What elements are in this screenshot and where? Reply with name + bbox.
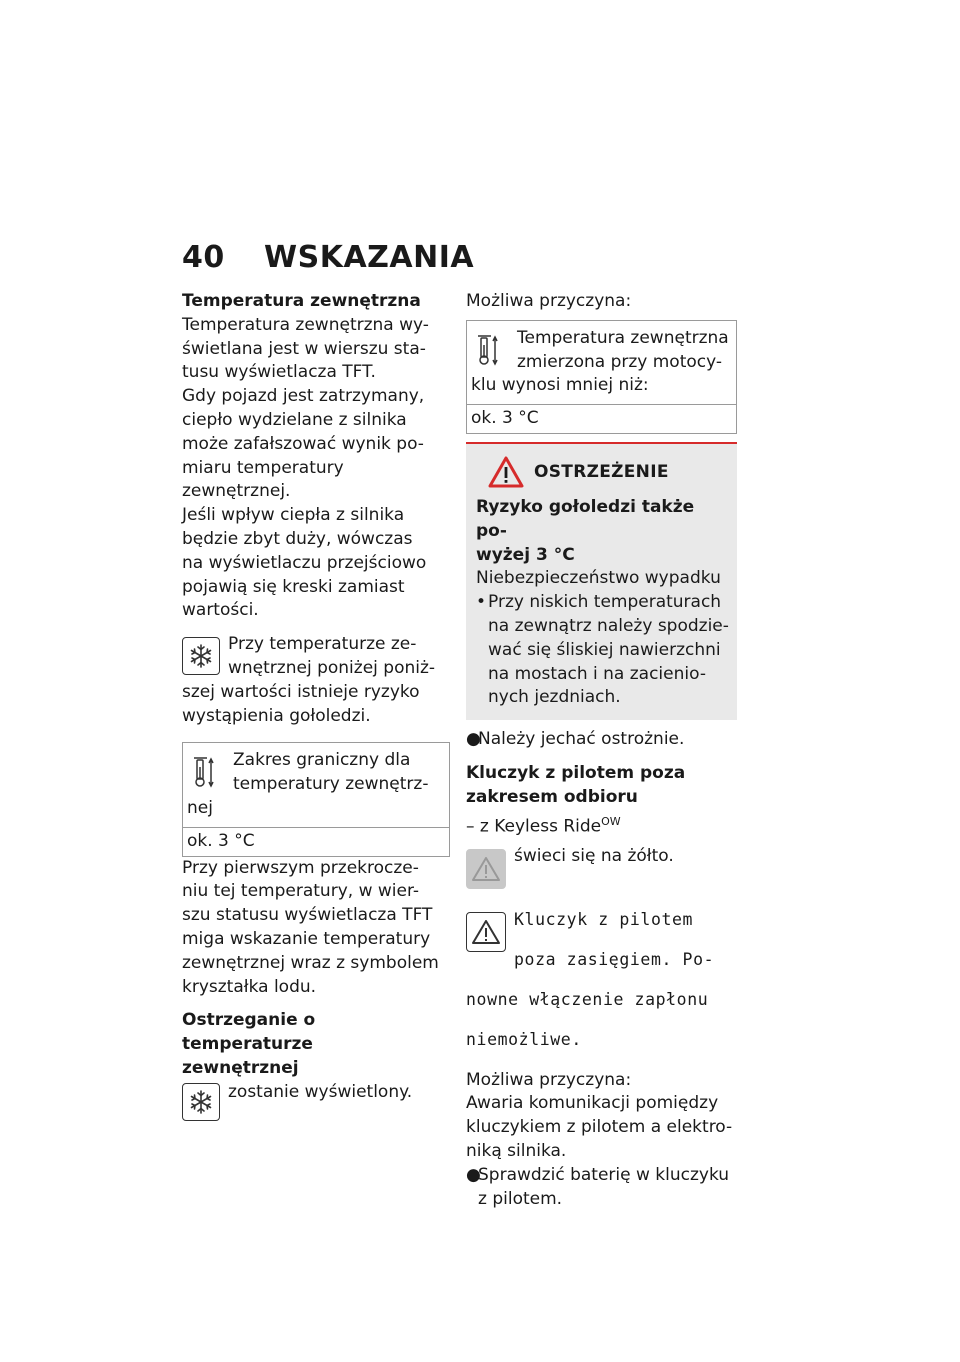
text-line: tusu wyświetlacza TFT. — [182, 362, 376, 383]
text-line: kryształka lodu. — [182, 976, 317, 997]
page-header — [182, 240, 474, 275]
section-title: WSKAZANIA — [264, 240, 475, 275]
text-line: zostanie wyświetlony. — [228, 1081, 413, 1102]
text-line: klu wynosi mniej niż: — [471, 375, 649, 396]
temp-warning-heading: Ostrzeganie o temperaturze — [182, 1010, 316, 1055]
text-line: wartości. — [182, 600, 259, 621]
text-line: wnętrznej poniżej poniż- — [228, 657, 436, 678]
text-line: miga wskazanie temperatury — [182, 928, 431, 949]
limit-table-value — [183, 827, 449, 856]
warning-title — [476, 456, 729, 488]
text-line: Przy temperaturze ze- — [228, 634, 417, 655]
warning-triangle-icon — [466, 849, 506, 889]
text-line: niką silnika. — [466, 1141, 567, 1162]
text-line: będzie zbyt duży, wówczas — [182, 528, 413, 549]
outside-temp-paragraph — [182, 314, 450, 623]
text-line: na zewnątrz należy spodzie- — [488, 615, 729, 636]
warning-triangle-icon — [488, 456, 524, 488]
outside-temp-heading: Temperatura zewnętrzna — [182, 291, 421, 311]
text-line: może zafałszować wynik po- — [182, 433, 424, 454]
key-subtitle-sup: OW — [601, 814, 621, 828]
text-line: pojawią się kreski zamiast — [182, 576, 405, 597]
measured-table — [466, 320, 737, 434]
text-line: kluczykiem z pilotem a elektro- — [466, 1117, 733, 1138]
temp-warning-heading: zewnętrznej — [182, 1057, 299, 1078]
text-line: zewnętrznej wraz z symbolem — [182, 952, 439, 973]
text-line: temperatury zewnętrz- — [233, 774, 429, 795]
after-table-paragraph — [182, 857, 450, 1000]
limit-value: ok. 3 °C — [187, 830, 255, 851]
warning-bullet: • Przy niskich temperaturach na zewnątrz należy spodzie- wać się śliskiej nawierzchni na mostach i na zacienio- nych jezdniach. — [476, 591, 729, 710]
temp-warning-note — [182, 1081, 450, 1123]
limit-table — [182, 742, 450, 856]
measured-table-value — [467, 404, 736, 433]
text-line: wać się śliskiej nawierzchni — [488, 639, 721, 660]
text-line: poza zasięgiem. Po- — [514, 949, 715, 969]
text-line: Jeśli wpływ ciepła z silnika — [182, 505, 405, 526]
text-line: niu tej temperatury, w wier- — [182, 881, 419, 902]
warning-title-text: OSTRZEŻENIE — [534, 461, 669, 482]
text-line: wystąpienia gołoledzi. — [182, 705, 371, 726]
text-line: na mostach i na zacienio- — [488, 663, 706, 684]
thermometer-icon — [187, 753, 225, 791]
possible-cause-label: Możliwa przyczyna: — [466, 291, 632, 311]
text-line: Temperatura zewnętrzna — [517, 327, 729, 348]
text-line: zmierzona przy motocy- — [517, 351, 723, 372]
left-column — [182, 290, 450, 1123]
warning-box — [466, 442, 737, 720]
battery-bullet: ● Sprawdzić baterię w kluczyku z pilotem. — [466, 1164, 737, 1212]
text-line: niemożliwe. — [466, 1030, 582, 1050]
text-line: Kluczyk z pilotem — [514, 909, 694, 929]
page-number: 40 — [182, 240, 225, 275]
snowflake-icon — [182, 1083, 220, 1121]
text-line: Przy niskich temperaturach — [488, 592, 722, 613]
text-line: świeci się na żółto. — [514, 846, 674, 866]
thermometer-icon — [471, 331, 509, 369]
key-heading: zakresem odbioru — [466, 786, 638, 807]
warning-triangle-icon — [466, 912, 506, 952]
key-subtitle: – z Keyless Ride$^{OW}$ — [466, 814, 621, 837]
text-line: Sprawdzić baterię w kluczyku — [478, 1164, 730, 1185]
snowflake-icon — [182, 637, 220, 675]
text-line: Awaria komunikacji pomiędzy — [466, 1093, 719, 1114]
text-line: Temperatura zewnętrzna wy- — [182, 314, 429, 335]
text-line: Zakres graniczny dla — [233, 750, 411, 771]
text-line: szu statusu wyświetlacza TFT — [182, 905, 433, 926]
ice-note — [182, 633, 450, 728]
measured-value: ok. 3 °C — [471, 408, 539, 429]
drive-careful-bullet: ● Należy jechać ostrożnie. — [466, 728, 737, 752]
display-message — [466, 908, 737, 1053]
text-line: z pilotem. — [478, 1188, 563, 1209]
text-line: miaru temperatury zewnętrznej. — [182, 457, 344, 502]
text-line: Należy jechać ostrożnie. — [478, 729, 685, 750]
warning-heading: Ryzyko gołoledzi także po- — [476, 496, 695, 541]
text-line: ciepło wydzielane z silnika — [182, 409, 407, 430]
text-line: szej wartości istnieje ryzyko — [182, 681, 420, 702]
text-line: Przy pierwszym przekrocze- — [182, 857, 419, 878]
possible-cause-label: Możliwa przyczyna: — [466, 1069, 632, 1090]
text-line: nej — [187, 797, 213, 818]
warning-heading: wyżej 3 °C — [476, 544, 575, 565]
key-heading: Kluczyk z pilotem poza — [466, 762, 686, 783]
warning-subtitle: Niebezpieczeństwo wypadku — [476, 568, 721, 589]
text-line: na wyświetlaczu przejściowo — [182, 552, 427, 573]
right-column — [466, 290, 737, 1211]
text-line: Gdy pojazd jest zatrzymany, — [182, 386, 425, 407]
text-line: nych jezdniach. — [488, 687, 621, 708]
text-line: świetlana jest w wierszu sta- — [182, 338, 426, 359]
measured-table-label — [467, 321, 736, 404]
yellow-indicator-note — [466, 845, 737, 891]
text-line: nowne włączenie zapłonu — [466, 990, 709, 1010]
limit-table-label — [183, 743, 449, 826]
